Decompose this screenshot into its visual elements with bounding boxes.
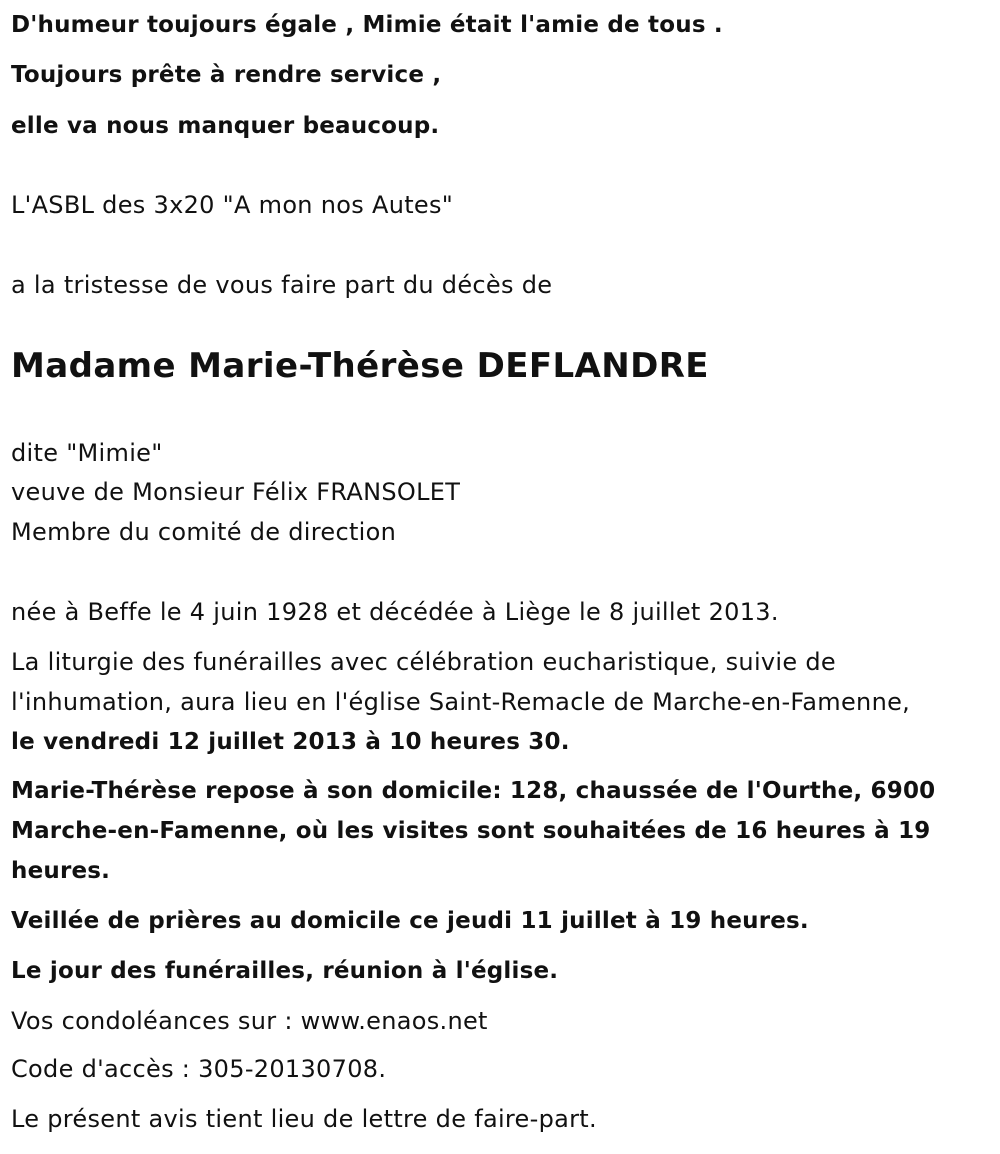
announcement-line: a la tristesse de vous faire part du décès de xyxy=(11,271,553,299)
deceased-name: Madame Marie-Thérèse DEFLANDRE xyxy=(11,346,709,386)
vigil-line: Veillée de prières au domicile ce jeudi 11 juillet à 19 heures. xyxy=(11,908,809,934)
nickname-line: dite "Mimie" xyxy=(11,439,163,467)
birth-death-line: née à Beffe le 4 juin 1928 et décédée à Liège le 8 juillet 2013. xyxy=(11,598,779,626)
funeral-line-1: La liturgie des funérailles avec célébration eucharistique, suivie de xyxy=(11,648,836,676)
intro-line-3: elle va nous manquer beaucoup. xyxy=(11,113,440,139)
condolences-line: Vos condoléances sur : www.enaos.net xyxy=(11,1007,488,1035)
funeral-line-2: l'inhumation, aura lieu en l'église Saint-Remacle de Marche-en-Famenne, xyxy=(11,688,911,716)
intro-line-1: D'humeur toujours égale , Mimie était l'amie de tous . xyxy=(11,12,723,38)
sender-line: L'ASBL des 3x20 "A mon nos Autes" xyxy=(11,191,454,219)
rest-line-1: Marie-Thérèse repose à son domicile: 128, chaussée de l'Ourthe, 6900 xyxy=(11,778,936,804)
intro-line-2: Toujours prête à rendre service , xyxy=(11,62,442,88)
role-line: Membre du comité de direction xyxy=(11,518,397,546)
rest-line-3: heures. xyxy=(11,858,111,884)
access-code-line: Code d'accès : 305-20130708. xyxy=(11,1055,387,1083)
meeting-line: Le jour des funérailles, réunion à l'église. xyxy=(11,958,559,984)
rest-line-2: Marche-en-Famenne, où les visites sont souhaitées de 16 heures à 19 xyxy=(11,818,931,844)
closing-line: Le présent avis tient lieu de lettre de faire-part. xyxy=(11,1105,597,1133)
widow-line: veuve de Monsieur Félix FRANSOLET xyxy=(11,478,461,506)
funeral-date-line: le vendredi 12 juillet 2013 à 10 heures 30. xyxy=(11,729,570,755)
